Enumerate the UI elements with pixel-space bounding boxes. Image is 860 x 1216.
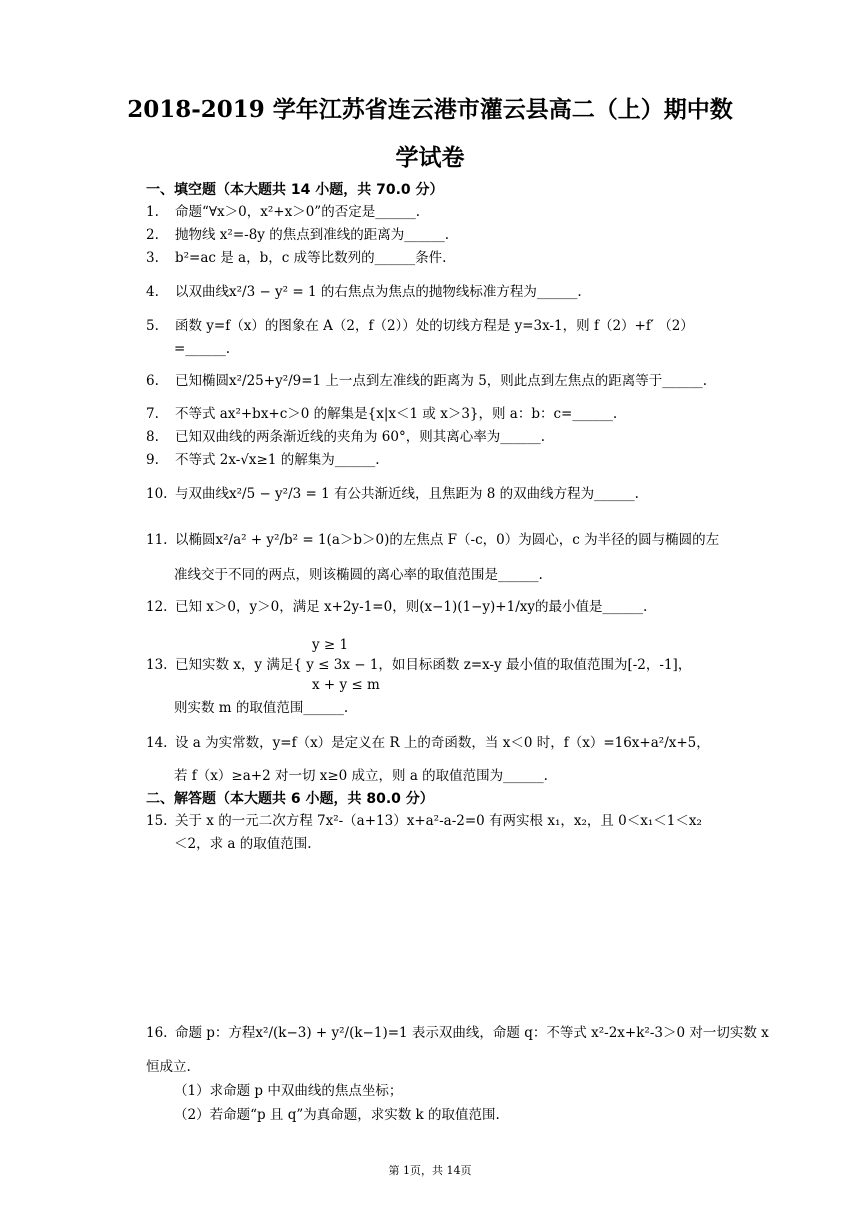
question-text: 已知 x＞0，y＞0，满足 x+2y-1=0，则(x−1)(1−y)+1/xy的最小值是______. xyxy=(175,599,648,615)
question-number: 9. xyxy=(146,452,159,468)
question-number: 15. xyxy=(146,813,168,829)
page-footer: 第 1页，共 14页 xyxy=(388,1164,472,1177)
question-text: 函数 y=f（x）的图象在 A（2，f（2））处的切线方程是 y=3x-1，则 f（2）+f′ （2） xyxy=(175,318,694,334)
question-text: 已知椭圆x²/25+y²/9=1 上一点到左准线的距离为 5，则此点到左焦点的距离等于______. xyxy=(175,373,708,389)
section-heading-fill-in: 一、填空题（本大题共 14 小题，共 70.0 分） xyxy=(146,182,444,198)
question-16-part-2: （2）若命题“p 且 q”为真命题，求实数 k 的取值范围. xyxy=(174,1107,500,1123)
question-text: 与双曲线x²/5 − y²/3 = 1 有公共渐近线，且焦距为 8 的双曲线方程为______. xyxy=(175,486,639,502)
question-text: 不等式 2x-√x≥1 的解集为______. xyxy=(175,452,380,468)
question-14-continuation: 若 f（x）≥a+2 对一切 x≥0 成立，则 a 的取值范围为______. xyxy=(174,768,548,784)
question-text: b²=ac 是 a，b，c 成等比数列的______条件. xyxy=(175,250,447,266)
document-title-line-1: 2018-2019 学年江苏省连云港市灌云县高二（上）期中数 xyxy=(127,96,733,123)
question-5-continuation: =______. xyxy=(174,341,231,357)
question-text: 抛物线 x²=-8y 的焦点到准线的距离为______. xyxy=(175,227,449,243)
question-13-continuation: 则实数 m 的取值范围______. xyxy=(174,700,349,716)
question-text: 以椭圆x²/a² + y²/b² = 1(a＞b＞0)的左焦点 F（-c，0）为圆心，c 为半径的圆与椭圆的左 xyxy=(175,532,720,548)
question-text: 设 a 为实常数，y=f（x）是定义在 R 上的奇函数，当 x＜0 时，f（x）=16x+a²/x+5， xyxy=(175,735,710,751)
document-title-line-2: 学试卷 xyxy=(395,144,465,171)
question-number: 6. xyxy=(146,373,159,389)
question-15-continuation: ＜2，求 a 的取值范围. xyxy=(174,836,312,852)
question-number: 2. xyxy=(146,227,159,243)
question-number: 4. xyxy=(146,284,159,300)
question-13-condition-3: x + y ≤ m xyxy=(312,677,380,693)
question-16-continuation: 恒成立. xyxy=(146,1059,191,1075)
question-number: 1. xyxy=(146,204,159,220)
question-text: 命题 p：方程x²/(k−3) + y²/(k−1)=1 表示双曲线，命题 q：不等式 x²-2x+k²-3＞0 对一切实数 x xyxy=(175,1025,769,1041)
question-text: 已知实数 x，y 满足{ y ≤ 3x − 1，如目标函数 z=x-y 最小值的取值范围为[-2，-1]， xyxy=(175,657,692,673)
question-text: 以双曲线x²/3 − y² = 1 的右焦点为焦点的抛物线标准方程为______. xyxy=(175,284,582,300)
question-number: 11. xyxy=(146,532,168,548)
question-text: 关于 x 的一元二次方程 7x²-（a+13）x+a²-a-2=0 有两实根 x₁，x₂，且 0＜x₁＜1＜x₂ xyxy=(175,813,702,829)
question-number: 7. xyxy=(146,406,159,422)
question-number: 10. xyxy=(146,486,168,502)
question-13-condition-1: y ≥ 1 xyxy=(312,637,349,653)
question-number: 3. xyxy=(146,250,159,266)
question-text: 已知双曲线的两条渐近线的夹角为 60°，则其离心率为______. xyxy=(175,429,546,445)
question-number: 12. xyxy=(146,599,168,615)
question-number: 13. xyxy=(146,657,168,673)
question-text: 不等式 ax²+bx+c＞0 的解集是{x|x＜1 或 x＞3}，则 a：b：c=______. xyxy=(175,406,618,422)
question-number: 16. xyxy=(146,1025,168,1041)
question-number: 14. xyxy=(146,735,168,751)
section-heading-answer: 二、解答题（本大题共 6 小题，共 80.0 分） xyxy=(146,791,434,807)
question-number: 8. xyxy=(146,429,159,445)
question-number: 5. xyxy=(146,318,159,334)
question-11-continuation: 准线交于不同的两点，则该椭圆的离心率的取值范围是______. xyxy=(174,567,543,583)
question-text: 命题“∀x＞0，x²+x＞0”的否定是______. xyxy=(175,204,420,220)
question-16-part-1: （1）求命题 p 中双曲线的焦点坐标； xyxy=(174,1083,403,1099)
